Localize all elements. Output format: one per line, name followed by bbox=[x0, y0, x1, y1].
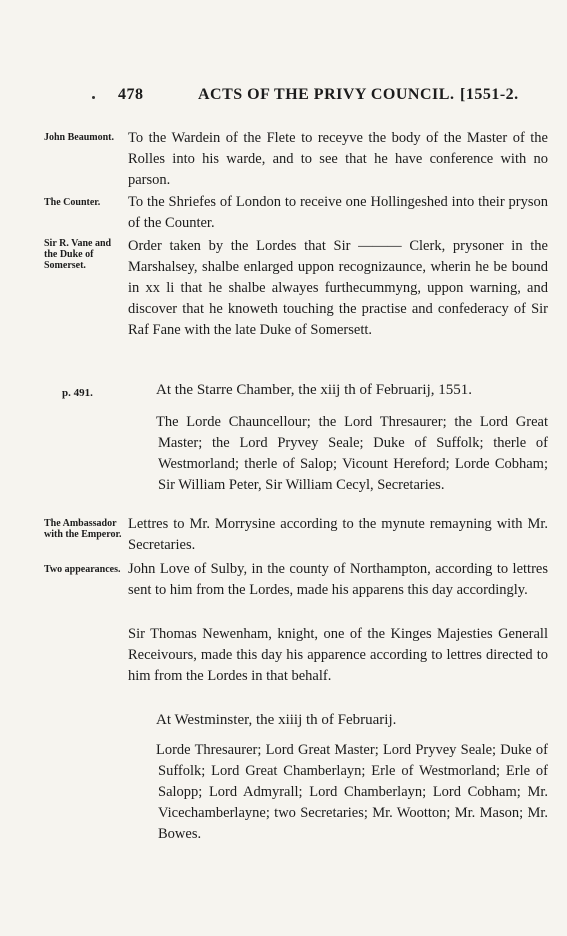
entry-paragraph: Sir Thomas Newenham, knight, one of the Kinges Majesties Generall Receivours, made this day his apparence according to lettres directed to him from the Lordes in that behalf. bbox=[128, 626, 548, 684]
margin-note: The Ambassador with the Emperor. bbox=[44, 518, 122, 540]
entry-paragraph: Order taken by the Lordes that Sir ——— Clerk, prysoner in the Marshalsey, shalbe enlarged uppon recognizaunce, wherin he be bound in xx li that he shalbe alwayes furthecummyng, uppon warning, and discover that he knoweth touching the practise and confederacy of Sir Raf Fane with the late Duke of Somersett. bbox=[128, 238, 548, 338]
margin-note: John Beaumont. bbox=[44, 132, 115, 143]
margin-note: Sir R. Vane and the Duke of Somerset. bbox=[44, 238, 112, 271]
entry-paragraph: To the Shriefes of London to receive one Hollingeshed into their pryson of the Counter. bbox=[128, 194, 548, 231]
entry-paragraph: To the Wardein of the Flete to receyve the body of the Master of the Rolles into his warde, and to see that he have conference with no parson. bbox=[128, 130, 548, 188]
decorative-dot bbox=[92, 96, 95, 99]
margin-note: Two appearances. bbox=[44, 564, 121, 575]
running-year: [1551-2. bbox=[460, 86, 519, 103]
attendance-list: The Lorde Chauncellour; the Lord Thresaurer; the Lord Great Master; the Lord Pryvey Seale; Duke of Suffolk; therle of Westmorland; therle of Salop; Vicount Hereford; Lorde Cobham; Sir William Peter, Sir William Cecyl, Secretaries. bbox=[156, 414, 548, 493]
meeting-heading: At the Starre Chamber, the xiij th of Februarij, 1551. bbox=[156, 382, 472, 398]
running-title: ACTS OF THE PRIVY COUNCIL. bbox=[198, 86, 455, 103]
entry-paragraph: Lettres to Mr. Morrysine according to the mynute remayning with Mr. Secretaries. bbox=[128, 516, 548, 553]
margin-note: The Counter. bbox=[44, 197, 101, 208]
meeting-heading: At Westminster, the xiiij th of Februarij. bbox=[156, 712, 397, 728]
page-number: 478 bbox=[118, 86, 144, 103]
entry-paragraph: John Love of Sulby, in the county of Northampton, according to lettres sent to him from the Lordes, made his apparens this day accordingly. bbox=[128, 561, 548, 598]
page-reference: p. 491. bbox=[62, 387, 93, 399]
attendance-list: Lorde Thresaurer; Lord Great Master; Lord Pryvey Seale; Duke of Suffolk; Lord Great Chamberlayn; Erle of Westmorland; Erle of Salopp; Lord Admyrall; Lord Chamberlayn; Lord Cobham; Mr. Vicechamberlayne; two Secretaries; Mr. Wootton; Mr. Mason; Mr. Bowes. bbox=[156, 742, 548, 842]
